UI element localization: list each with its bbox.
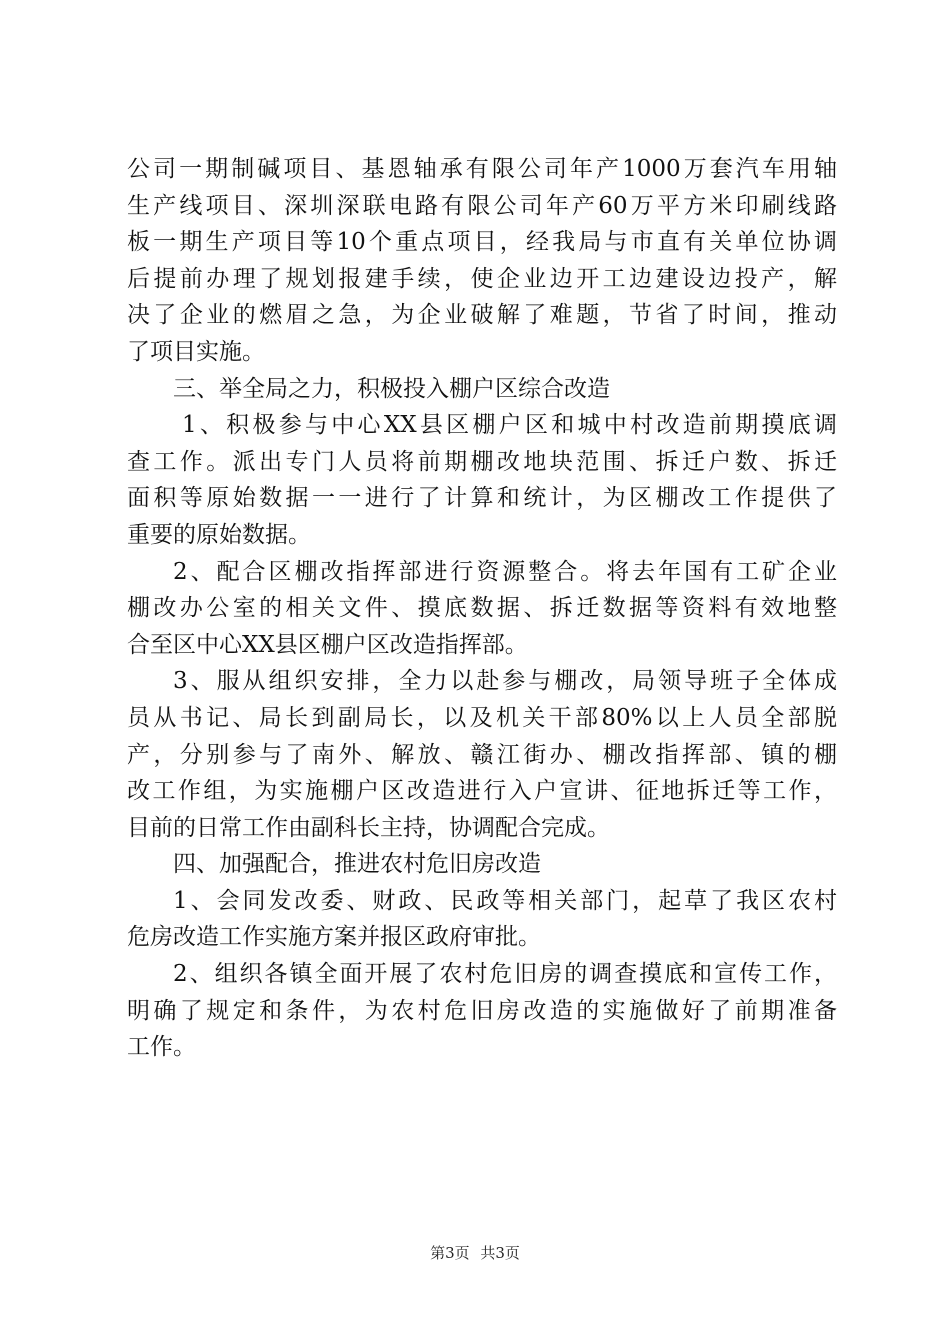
text-line: 合至区中心XX县区棚户区改造指挥部。 <box>127 631 528 658</box>
text-line: 查工作。派出专门人员将前期棚改地块范围、拆迁户数、拆迁 <box>127 448 837 475</box>
text-line: 员从书记、局长到副局长，以及机关干部80%以上人员全部脱 <box>127 704 837 731</box>
text-line: 产，分别参与了南外、解放、赣江街办、棚改指挥部、镇的棚 <box>127 741 837 768</box>
text-line: 棚改办公室的相关文件、摸底数据、拆迁数据等资料有效地整 <box>127 595 837 622</box>
text-line: 工作。 <box>127 1034 196 1061</box>
text-line: 2、配合区棚改指挥部进行资源整合。将去年国有工矿企业 <box>173 558 837 585</box>
text-line: 目前的日常工作由副科长主持，协调配合完成。 <box>127 814 610 841</box>
section-heading: 三、举全局之力，积极投入棚户区综合改造 <box>173 375 610 402</box>
text-line: 改工作组，为实施棚户区改造进行入户宣讲、征地拆迁等工作， <box>127 778 837 805</box>
text-line: 明确了规定和条件，为农村危旧房改造的实施做好了前期准备 <box>127 997 837 1024</box>
text-line: 了项目实施。 <box>127 338 265 365</box>
text-line: 公司一期制碱项目、基恩轴承有限公司年产1000万套汽车用轴 <box>127 156 837 182</box>
text-line: 重要的原始数据。 <box>127 521 311 548</box>
text-line: 1、会同发改委、财政、民政等相关部门，起草了我区农村 <box>173 887 837 914</box>
text-line: 板一期生产项目等10个重点项目，经我局与市直有关单位协调 <box>127 229 837 256</box>
text-line: 3、服从组织安排，全力以赴参与棚改，局领导班子全体成 <box>173 668 837 695</box>
text-line: 2、组织各镇全面开展了农村危旧房的调查摸底和宣传工作， <box>173 961 837 988</box>
text-line: 决了企业的燃眉之急，为企业破解了难题，节省了时间，推动 <box>127 302 837 329</box>
page-number: 第3页 <box>430 1244 470 1262</box>
page-footer <box>0 1242 950 1263</box>
section-heading: 四、加强配合，推进农村危旧房改造 <box>173 851 541 878</box>
text-line: 生产线项目、深圳深联电路有限公司年产60万平方米印刷线路 <box>127 192 837 219</box>
text-line: 危房改造工作实施方案并报区政府审批。 <box>127 924 541 951</box>
text-line: 后提前办理了规划报建手续，使企业边开工边建设边投产，解 <box>127 265 837 292</box>
text-line: 面积等原始数据一一进行了计算和统计，为区棚改工作提供了 <box>127 485 837 512</box>
page-total: 共3页 <box>480 1244 520 1262</box>
text-line: 1、积极参与中心XX县区棚户区和城中村改造前期摸底调 <box>182 412 837 439</box>
document-body <box>127 151 837 1066</box>
